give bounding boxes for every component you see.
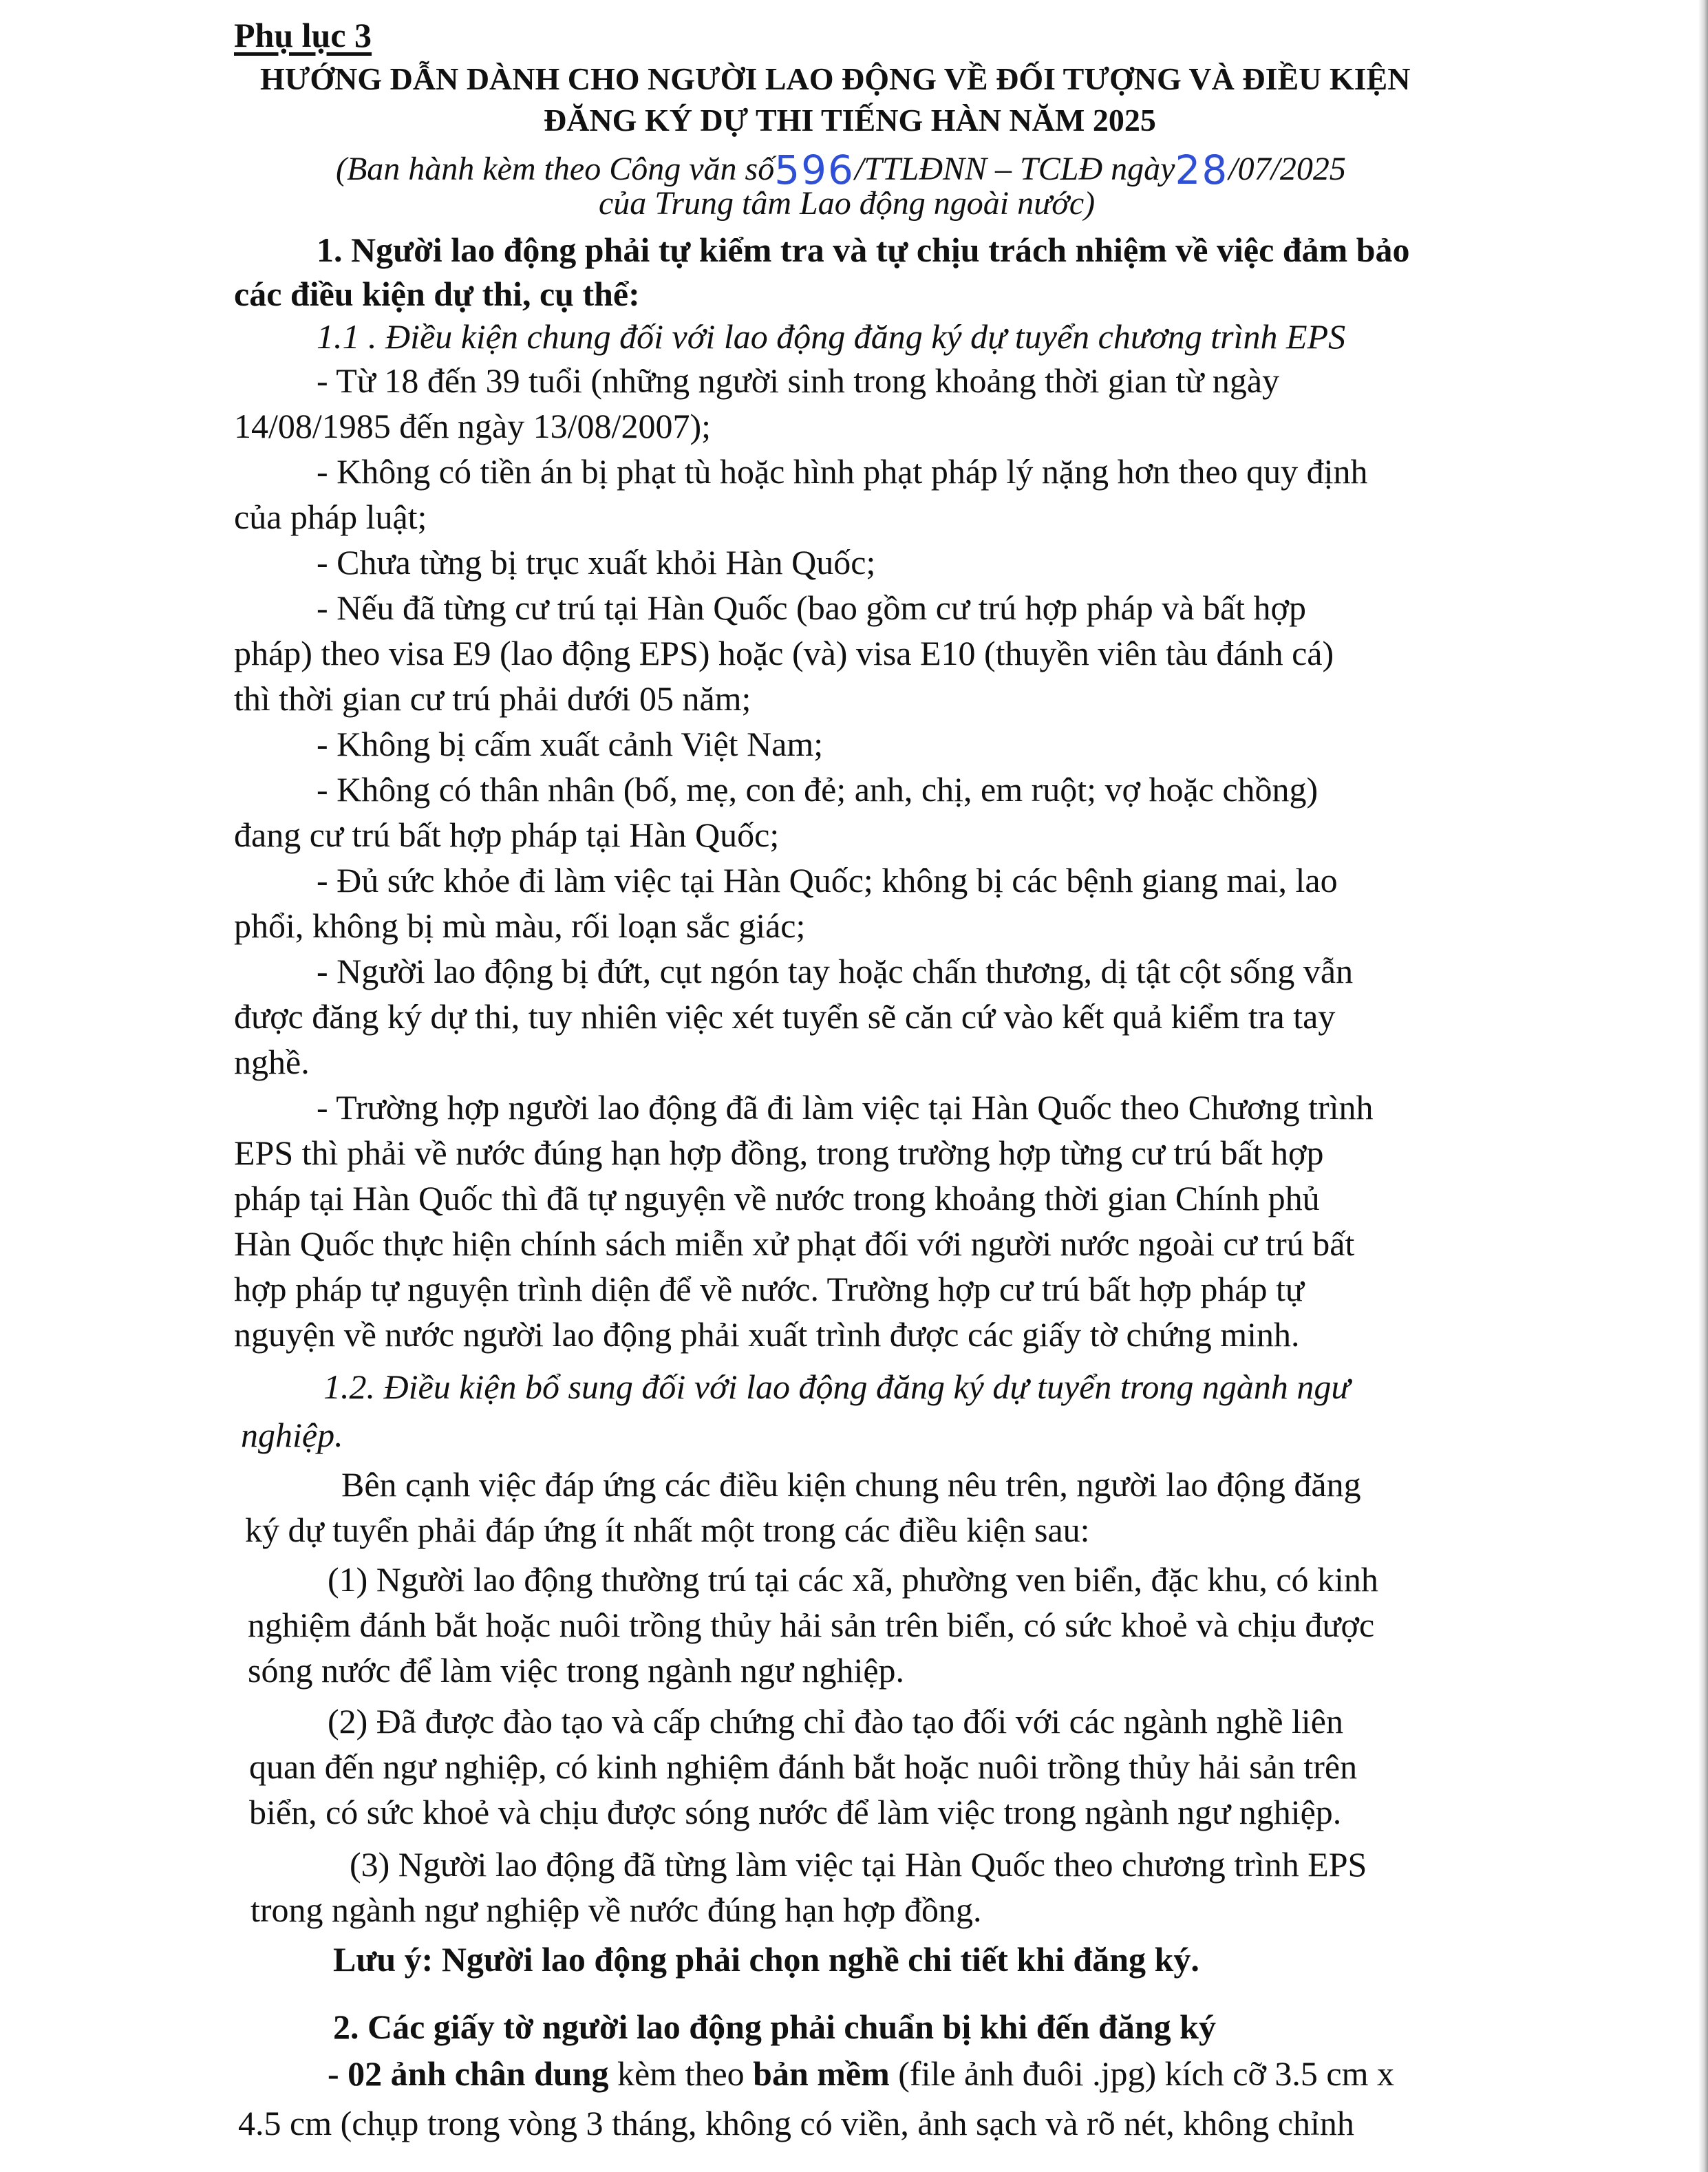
body-line: (3) Người lao động đã từng làm việc tại Hàn Quốc theo chương trình EPS xyxy=(350,1845,1367,1884)
issued-text-b: /TTLĐNN – TCLĐ ngày xyxy=(854,151,1175,187)
subsection-1-2-line-1: 1.2. Điều kiện bổ sung đối với lao động đăng ký dự tuyển trong ngành ngư xyxy=(323,1367,1350,1406)
subsection-1-1: 1.1 . Điều kiện chung đối với lao động đăng ký dự tuyển chương trình EPS xyxy=(317,317,1346,356)
body-line: trong ngành ngư nghiệp về nước đúng hạn hợp đồng. xyxy=(250,1891,982,1929)
body-line: pháp) theo visa E9 (lao động EPS) hoặc (và) visa E10 (thuyền viên tàu đánh cá) xyxy=(234,634,1334,672)
title-line-1: HƯỚNG DẪN DÀNH CHO NGƯỜI LAO ĐỘNG VỀ ĐỐI TƯỢNG VÀ ĐIỀU KIỆN xyxy=(260,61,1411,96)
body-line: - Không bị cấm xuất cảnh Việt Nam; xyxy=(317,725,824,763)
body-line: hợp pháp tự nguyện trình diện để về nước. Trường hợp cư trú bất hợp pháp tự xyxy=(234,1270,1305,1308)
body-line: 14/08/1985 đến ngày 13/08/2007); xyxy=(234,407,711,445)
body-line: nguyện về nước người lao động phải xuất trình được các giấy tờ chứng minh. xyxy=(234,1315,1300,1354)
body-line: - Người lao động bị đứt, cụt ngón tay hoặc chấn thương, dị tật cột sống vẫn xyxy=(317,952,1354,990)
photo-label: - 02 ảnh chân dung xyxy=(328,2054,609,2093)
section1-heading-line-1: 1. Người lao động phải tự kiểm tra và tự chịu trách nhiệm về việc đảm bảo xyxy=(317,231,1410,269)
body-line: EPS thì phải về nước đúng hạn hợp đồng, trong trường hợp từng cư trú bất hợp xyxy=(234,1133,1324,1172)
body-line: của pháp luật; xyxy=(234,498,427,536)
body-line: thì thời gian cư trú phải dưới 05 năm; xyxy=(234,679,751,718)
body-line: ký dự tuyển phải đáp ứng ít nhất một trong các điều kiện sau: xyxy=(245,1511,1090,1549)
subsection-1-2-line-2: nghiệp. xyxy=(241,1416,343,1454)
section1-heading-line-2: các điều kiện dự thi, cụ thể: xyxy=(234,275,640,313)
section2-item-line-1 xyxy=(328,2056,1394,2091)
body-line: pháp tại Hàn Quốc thì đã tự nguyện về nước trong khoảng thời gian Chính phủ xyxy=(234,1179,1320,1217)
body-line: - Trường hợp người lao động đã đi làm việc tại Hàn Quốc theo Chương trình xyxy=(317,1088,1374,1127)
body-line: - Không có tiền án bị phạt tù hoặc hình phạt pháp lý nặng hơn theo quy định xyxy=(317,452,1368,491)
body-line: (2) Đã được đào tạo và cấp chứng chỉ đào tạo đối với các ngành nghề liên xyxy=(328,1702,1344,1740)
handwritten-doc-number: 596 xyxy=(774,147,855,193)
issued-line-1 xyxy=(336,146,1346,193)
body-line: - Từ 18 đến 39 tuổi (những người sinh trong khoảng thời gian từ ngày xyxy=(317,361,1280,400)
handwritten-day: 28 xyxy=(1175,147,1229,193)
body-line: biển, có sức khoẻ và chịu được sóng nước để làm việc trong ngành ngư nghiệp. xyxy=(249,1793,1342,1831)
soft-copy-label: bản mềm xyxy=(753,2054,890,2093)
note-line: Lưu ý: Người lao động phải chọn nghề chi tiết khi đăng ký. xyxy=(333,1940,1199,1979)
issued-text-a: (Ban hành kèm theo Công văn số xyxy=(336,151,775,187)
body-line: - Đủ sức khỏe đi làm việc tại Hàn Quốc; không bị các bệnh giang mai, lao xyxy=(317,861,1338,899)
body-line: (1) Người lao động thường trú tại các xã, phường ven biển, đặc khu, có kinh xyxy=(328,1560,1378,1599)
section2-heading: 2. Các giấy tờ người lao động phải chuẩn bị khi đến đăng ký xyxy=(333,2008,1216,2046)
item-text: kèm theo xyxy=(608,2054,754,2093)
body-line: phổi, không bị mù màu, rối loạn sắc giác; xyxy=(234,906,806,945)
issued-line-2: của Trung tâm Lao động ngoài nước) xyxy=(599,185,1096,222)
item-text: (file ảnh đuôi .jpg) kích cỡ 3.5 cm x xyxy=(889,2054,1394,2093)
body-line: Bên cạnh việc đáp ứng các điều kiện chung nêu trên, người lao động đăng xyxy=(341,1465,1361,1504)
body-line: đang cư trú bất hợp pháp tại Hàn Quốc; xyxy=(234,816,780,854)
body-line: - Chưa từng bị trục xuất khỏi Hàn Quốc; xyxy=(317,543,876,582)
body-line: nghiệm đánh bắt hoặc nuôi trồng thủy hải sản trên biển, có sức khoẻ và chịu được xyxy=(248,1606,1375,1644)
body-line: nghề. xyxy=(234,1043,310,1081)
body-line: sóng nước để làm việc trong ngành ngư nghiệp. xyxy=(248,1651,905,1690)
appendix-label: Phụ lục 3 xyxy=(234,16,372,54)
body-line: quan đến ngư nghiệp, có kinh nghiệm đánh bắt hoặc nuôi trồng thủy hải sản trên xyxy=(249,1747,1358,1786)
issued-text-c: /07/2025 xyxy=(1228,151,1346,187)
body-line: - Không có thân nhân (bố, mẹ, con đẻ; anh, chị, em ruột; vợ hoặc chồng) xyxy=(317,770,1319,809)
body-line: Hàn Quốc thực hiện chính sách miễn xử phạt đối với người nước ngoài cư trú bất xyxy=(234,1224,1355,1263)
title-line-2: ĐĂNG KÝ DỰ THI TIẾNG HÀN NĂM 2025 xyxy=(544,103,1156,138)
body-line: - Nếu đã từng cư trú tại Hàn Quốc (bao gồm cư trú hợp pháp và bất hợp xyxy=(317,588,1306,627)
section2-item-line-2: 4.5 cm (chụp trong vòng 3 tháng, không có viền, ảnh sạch và rõ nét, không chỉnh xyxy=(238,2104,1354,2142)
scan-edge-shadow xyxy=(1698,0,1708,2172)
body-line: được đăng ký dự thi, tuy nhiên việc xét tuyển sẽ căn cứ vào kết quả kiểm tra tay xyxy=(234,997,1336,1036)
